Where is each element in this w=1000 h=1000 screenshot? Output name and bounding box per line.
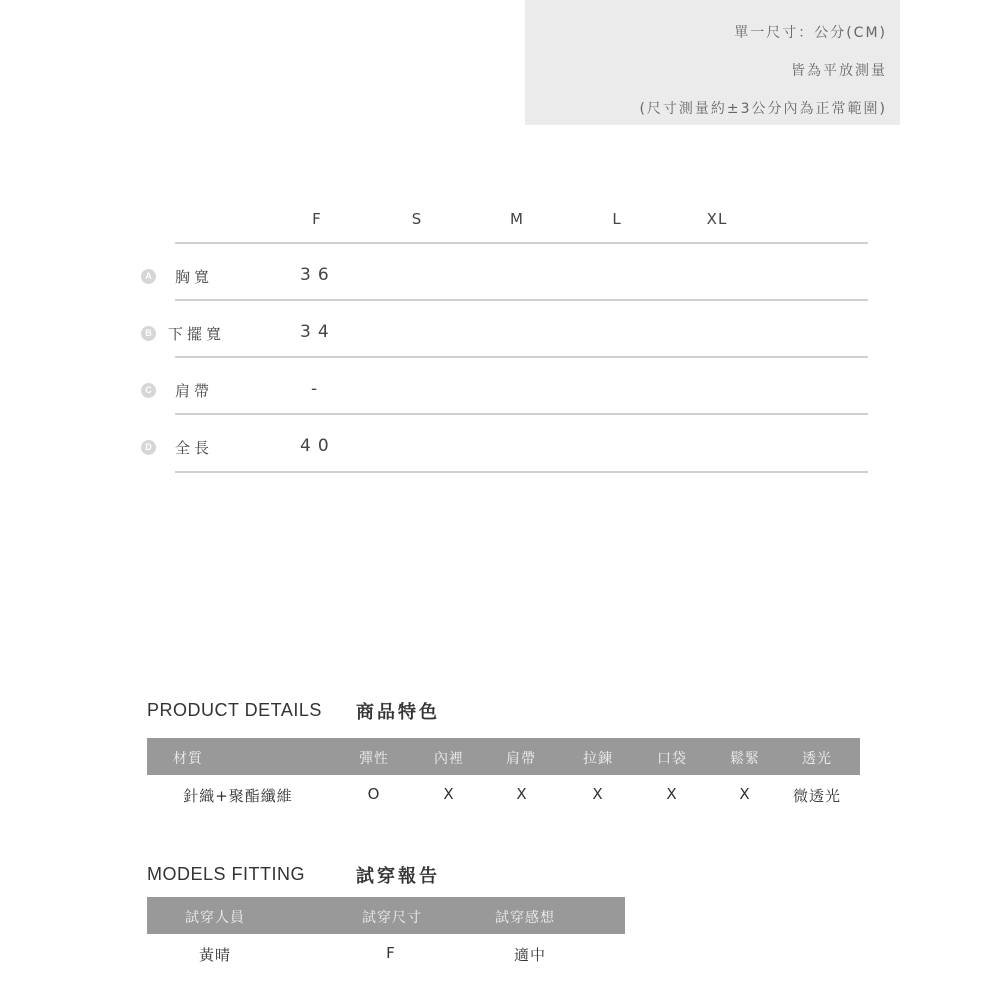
size-header-row: [0, 210, 1000, 236]
size-header-f: F: [312, 210, 322, 228]
measure-row-length: [0, 434, 1000, 464]
header-material: 材質: [173, 751, 203, 767]
value-lining: X: [443, 785, 455, 803]
size-header-divider: [175, 242, 868, 244]
measure-row-strap: [0, 377, 1000, 407]
measure-value: 40: [300, 436, 336, 456]
header-sheerness: 透光: [802, 751, 832, 767]
value-elasticity: O: [367, 785, 381, 803]
value-fitting-feedback: 適中: [513, 946, 547, 964]
measure-value: 36: [300, 265, 336, 285]
note-unit: 單一尺寸：公分(CM): [734, 25, 887, 41]
value-zipper: X: [592, 785, 604, 803]
header-fitting-size: 試穿尺寸: [362, 910, 422, 926]
value-model: 黃晴: [198, 946, 232, 964]
size-header-l: L: [612, 210, 622, 228]
badge-a-icon: A: [141, 269, 156, 284]
product-details-header-bar: [147, 738, 860, 775]
badge-b-icon: B: [141, 326, 156, 341]
measure-label: 全長: [175, 439, 214, 457]
value-pocket: X: [666, 785, 678, 803]
value-material: 針織+聚酯纖維: [183, 787, 293, 805]
size-header-xl: XL: [706, 210, 728, 228]
row-divider: [175, 413, 868, 415]
row-divider: [175, 471, 868, 473]
measure-label: 肩帶: [175, 382, 214, 400]
badge-c-icon: C: [141, 383, 156, 398]
header-lining: 內裡: [434, 751, 464, 767]
header-elasticity: 彈性: [359, 751, 389, 767]
value-waistband: X: [739, 785, 751, 803]
measure-label: 下擺寬: [168, 325, 226, 343]
measure-label: 胸寬: [175, 268, 214, 286]
models-fitting-header-bar: [147, 897, 625, 934]
value-strap: X: [516, 785, 528, 803]
product-details-title-zh: 商品特色: [356, 702, 440, 723]
measure-value: -: [311, 379, 325, 399]
product-details-heading: [147, 700, 440, 723]
size-header-s: S: [411, 210, 423, 228]
header-fitting-feedback: 試穿感想: [495, 910, 555, 926]
note-flat-measure: 皆為平放測量: [791, 63, 887, 79]
header-waistband: 鬆緊: [730, 751, 760, 767]
row-divider: [175, 299, 868, 301]
value-fitting-size: F: [386, 944, 396, 962]
measure-value: 34: [300, 322, 336, 342]
measure-row-hem: [0, 320, 1000, 350]
row-divider: [175, 356, 868, 358]
header-zipper: 拉鍊: [583, 751, 613, 767]
product-details-title-en: PRODUCT DETAILS: [147, 700, 322, 720]
value-sheerness: 微透光: [792, 787, 842, 805]
size-header-m: M: [510, 210, 524, 228]
header-strap: 肩帶: [506, 751, 536, 767]
note-tolerance: (尺寸測量約±3公分內為正常範圍): [639, 101, 887, 117]
header-model: 試穿人員: [185, 910, 245, 926]
models-fitting-heading: [147, 864, 440, 887]
measure-row-chest: [0, 263, 1000, 293]
header-pocket: 口袋: [657, 751, 687, 767]
models-fitting-title-zh: 試穿報告: [356, 866, 440, 887]
measurement-note: [525, 0, 900, 125]
models-fitting-title-en: MODELS FITTING: [147, 864, 306, 884]
badge-d-icon: D: [141, 440, 156, 455]
